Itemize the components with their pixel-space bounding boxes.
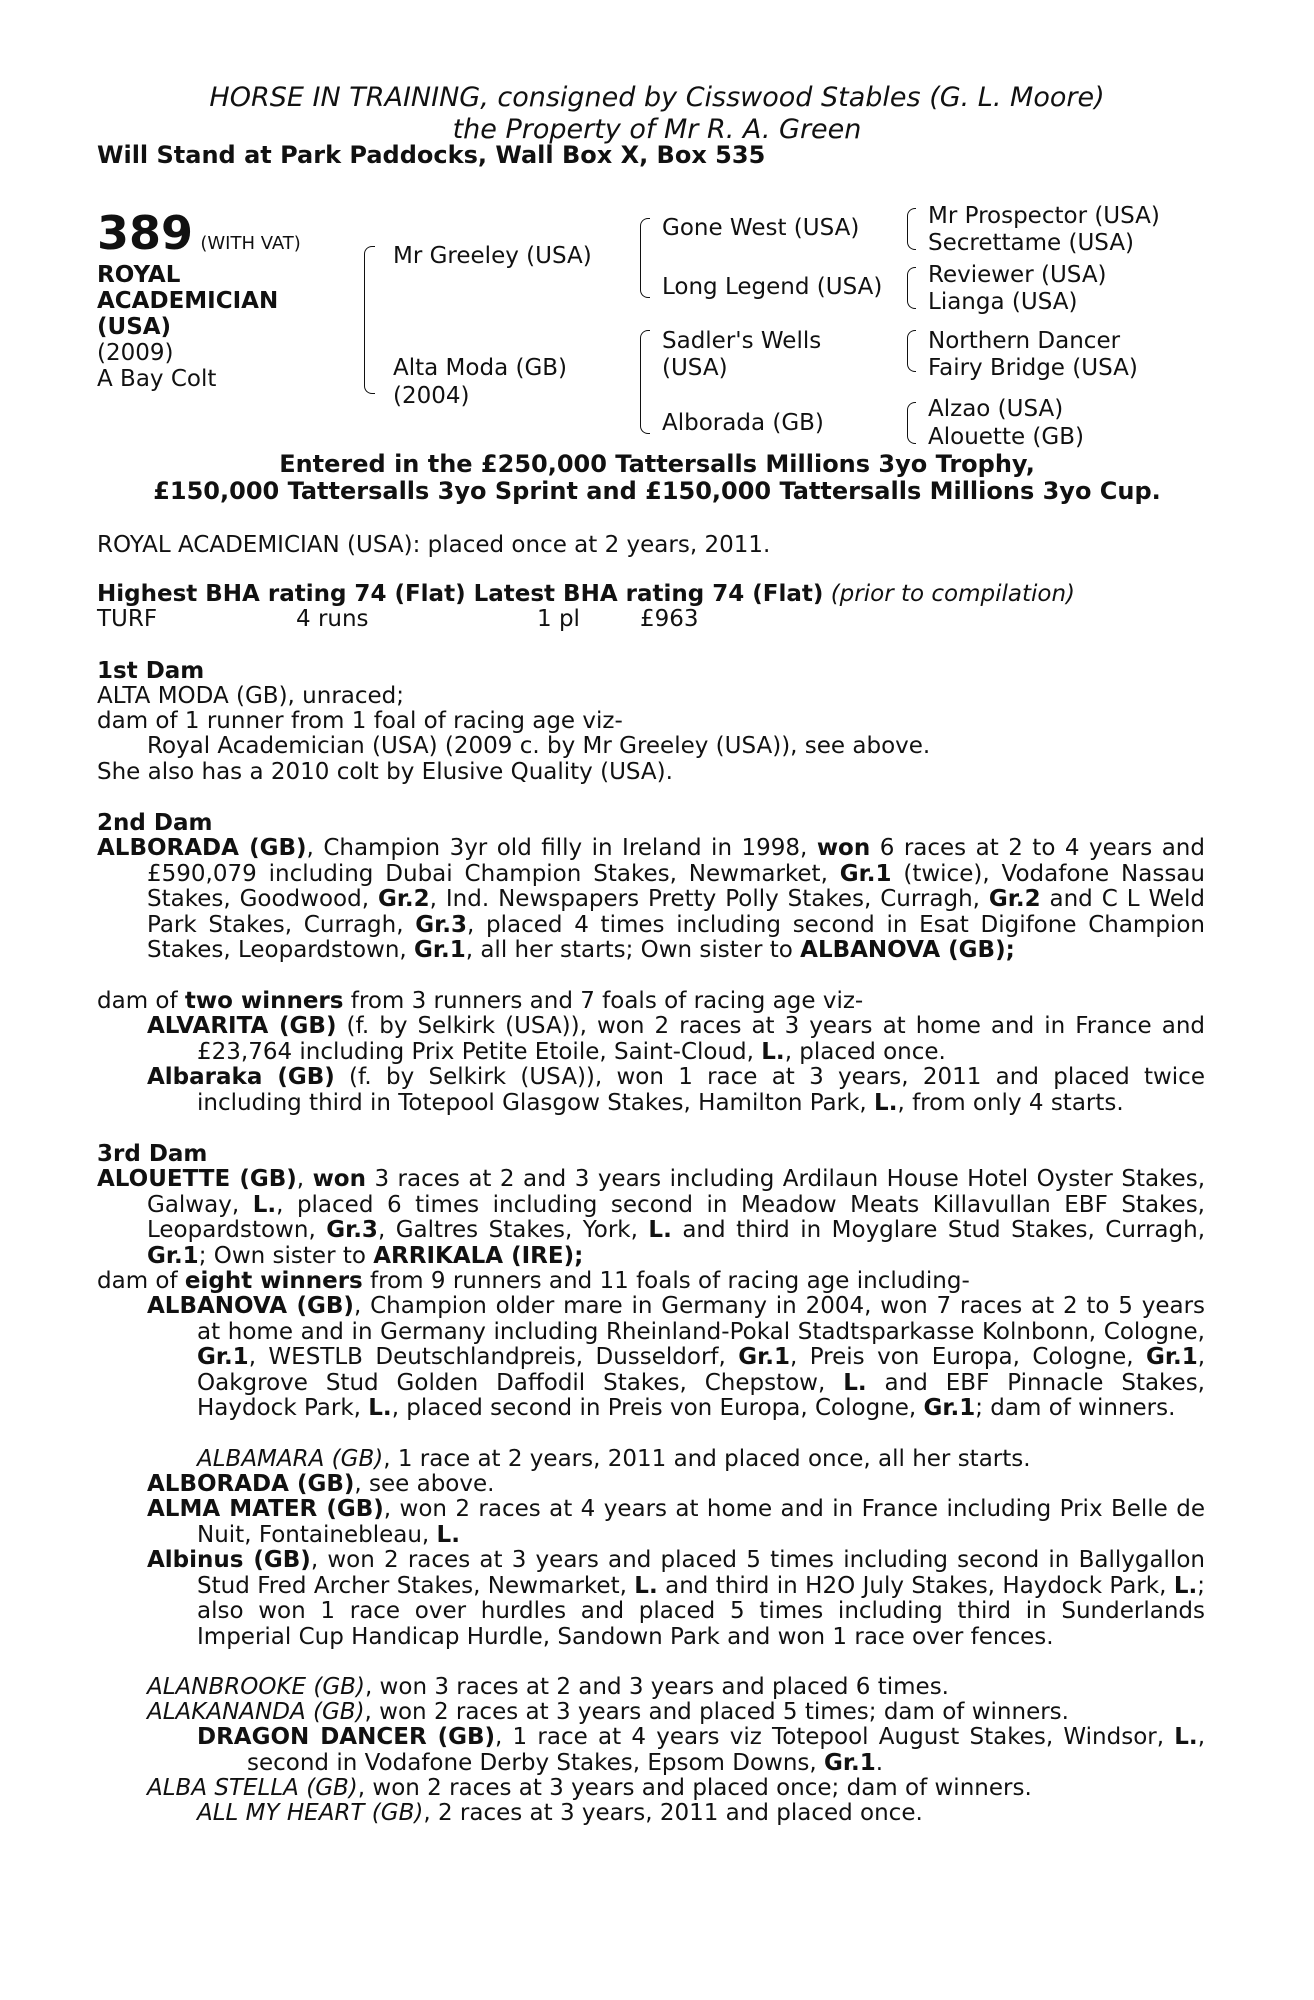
alma-mater-text: , won 2 races at 4 years at home and in France including Prix Belle de Nuit, Fontainebleau, bbox=[197, 1496, 1205, 1548]
arrikala-name: ARRIKALA (IRE) bbox=[373, 1242, 575, 1269]
albanova-text-2: , WESTLB Deutschlandpreis, Dusseldorf, bbox=[248, 1344, 739, 1370]
horse-name bbox=[97, 262, 278, 340]
gen3-brace-1 bbox=[907, 208, 916, 250]
albanova-gr1-d: Gr.1 bbox=[923, 1395, 976, 1421]
dam-of-tail-3: from 9 runners and 11 foals of racing age including- bbox=[362, 1268, 970, 1294]
all-my-heart-entry bbox=[197, 1801, 923, 1827]
pedigree-sss: Mr Prospector (USA) bbox=[928, 203, 1160, 229]
turf-surface: TURF bbox=[97, 606, 158, 632]
albaraka-entry bbox=[147, 1065, 1205, 1116]
horse-name-line1: ROYAL bbox=[97, 262, 181, 288]
alborada-name: ALBORADA (GB) bbox=[97, 835, 307, 861]
eight-winners: eight winners bbox=[184, 1268, 363, 1294]
alba-stella-name: ALBA STELLA (GB) bbox=[147, 1775, 358, 1801]
alvarita-entry bbox=[147, 1014, 1205, 1065]
albaraka-text-2: , from only 4 starts. bbox=[897, 1089, 1124, 1116]
alouette-text-5: ; Own sister to bbox=[198, 1242, 374, 1269]
alakananda-text: , won 2 races at 3 years and placed 5 times; dam of winners. bbox=[364, 1699, 1069, 1725]
turf-prize: £963 bbox=[640, 606, 699, 632]
dragon-dancer-gr1: Gr.1 bbox=[824, 1749, 876, 1776]
alma-mater-entry bbox=[147, 1497, 1205, 1548]
dragon-dancer-text-3: . bbox=[875, 1749, 884, 1776]
alma-mater-listed: L. bbox=[436, 1521, 460, 1548]
sire-dam-brace bbox=[364, 246, 375, 394]
albamara-text: , 1 race at 2 years, 2011 and placed once, all her starts. bbox=[383, 1446, 1031, 1472]
dragon-dancer-name: DRAGON DANCER (GB) bbox=[197, 1724, 496, 1750]
alouette-name: ALOUETTE (GB) bbox=[97, 1166, 297, 1192]
albanova-text-7: ; dam of winners. bbox=[975, 1395, 1176, 1421]
alborada-text-6: , placed 4 times including second in Esat Digifone Champion Stakes, Leopardstown, bbox=[147, 911, 1205, 963]
alborada-text-2: 6 races at 2 to 4 years and £590,079 including Dubai Champion Stakes, Newmarket, bbox=[147, 835, 1205, 887]
alanbrooke-text: , won 3 races at 2 and 3 years and placed 6 times. bbox=[364, 1674, 949, 1700]
pedigree-ssd: Secrettame (USA) bbox=[928, 230, 1135, 256]
alvarita-text-1: (f. by Selkirk (USA)), won 2 races at 3 years at home and in France and £23,764 including Prix Petite Etoile, Saint-Cloud, bbox=[197, 1013, 1205, 1065]
alouette-semi: ; bbox=[574, 1242, 584, 1269]
alvarita-name: ALVARITA (GB) bbox=[147, 1013, 337, 1039]
first-dam-line2: dam of 1 runner from 1 foal of racing age viz- bbox=[97, 708, 623, 734]
alakananda-entry bbox=[147, 1700, 1069, 1726]
alborada-won: won bbox=[816, 835, 871, 861]
alborada-sister: ALBANOVA (GB) bbox=[800, 937, 1006, 963]
pedigree-dam-dam: Alborada (GB) bbox=[662, 410, 824, 436]
albinus-text-2: and third in H2O July Stakes, Haydock Park, bbox=[657, 1572, 1174, 1599]
albinus-name: Albinus (GB) bbox=[147, 1547, 311, 1573]
dragon-dancer-text-2: , second in Vodafone Derby Stakes, Epsom Downs, bbox=[247, 1724, 1205, 1776]
alakananda-name: ALAKANANDA (GB) bbox=[147, 1699, 365, 1725]
alouette-text-4: and third in Moyglare Stud Stakes, Curragh, bbox=[671, 1217, 1205, 1243]
albinus-listed-b: L. bbox=[1173, 1572, 1198, 1599]
first-dam-title: 1st Dam bbox=[97, 658, 205, 684]
all-my-heart-text: , 2 races at 3 years, 2011 and placed once. bbox=[423, 1800, 923, 1826]
gen3-brace-4 bbox=[907, 402, 916, 444]
pedigree-dds: Alzao (USA) bbox=[928, 396, 1064, 422]
horse-name-line2: ACADEMICIAN bbox=[97, 288, 279, 314]
lot-number-row bbox=[97, 208, 301, 258]
alborada-text-5: and C L Weld Park Stakes, Curragh, bbox=[147, 886, 1205, 938]
turf-runs: 4 runs bbox=[296, 606, 369, 632]
alouette-produce-line bbox=[97, 1269, 970, 1295]
entered-line2: £150,000 Tattersalls 3yo Sprint and £150,000 Tattersalls Millions 3yo Cup. bbox=[153, 477, 1161, 505]
header-location: Will Stand at Park Paddocks, Wall Box X, Box 535 bbox=[97, 141, 766, 169]
horse-name-line3: (USA) bbox=[97, 314, 172, 340]
albanova-entry bbox=[147, 1294, 1205, 1422]
albanova-text-3: , Preis von Europa, Cologne, bbox=[789, 1344, 1147, 1370]
alborada-gr1-b: Gr.1 bbox=[414, 937, 466, 963]
albaraka-listed: L. bbox=[874, 1089, 898, 1116]
two-winners: two winners bbox=[184, 988, 344, 1014]
pedigree-sire-sire: Gone West (USA) bbox=[662, 215, 860, 241]
albinus-entry bbox=[147, 1548, 1205, 1650]
pedigree-dam-sire-country: (USA) bbox=[662, 355, 728, 381]
second-dam-title: 2nd Dam bbox=[97, 810, 213, 836]
albinus-text-1: , won 2 races at 3 years and placed 5 times including second in Ballygallon Stud Fred Archer Stakes, Newmarket, bbox=[197, 1547, 1205, 1599]
pedigree-dss: Northern Dancer bbox=[928, 328, 1121, 354]
alborada-gr3: Gr.3 bbox=[415, 911, 467, 938]
rating-note: (prior to compilation) bbox=[830, 581, 1075, 607]
alborada-text-4: , Ind. Newspapers Pretty Polly Stakes, Curragh, bbox=[429, 886, 989, 912]
first-dam-line4: She also has a 2010 colt by Elusive Quality (USA). bbox=[97, 759, 673, 785]
alouette-listed-b: L. bbox=[648, 1217, 672, 1243]
alouette-entry: ALOUETTE (GB), won 3 races at 2 and 3 years including Ardilaun House Hotel Oyster Stakes, Galway, L., placed 6 times including second in Meadow Meats Killavullan EBF Stakes, Leopardstown, Gr.3, Galtres Stakes, York, L. and third in Moyglare Stud Stakes, Curragh, Gr.1; Own sister to ARRIKALA (IRE); bbox=[97, 1166, 1206, 1269]
alborada-gr1-a: Gr.1 bbox=[839, 860, 892, 887]
vat-note: (WITH VAT) bbox=[200, 233, 301, 254]
albanova-text-5: and EBF Pinnacle Stakes, Haydock Park, bbox=[197, 1369, 1205, 1421]
albanova-text-4: , Oakgrove Stud Golden Daffodil Stakes, Chepstow, bbox=[197, 1344, 1206, 1396]
albanova-gr1-b: Gr.1 bbox=[738, 1344, 790, 1370]
first-dam-line1: ALTA MODA (GB), unraced; bbox=[97, 683, 405, 709]
dam-of-text: dam of bbox=[97, 988, 185, 1014]
alba-stella-entry bbox=[147, 1776, 1032, 1802]
alouette-listed-a: L. bbox=[252, 1191, 277, 1218]
dam-of-tail: from 3 runners and 7 foals of racing age viz- bbox=[343, 988, 864, 1014]
albanova-gr1-a: Gr.1 bbox=[197, 1344, 249, 1370]
alouette-gr3: Gr.3 bbox=[326, 1217, 378, 1243]
alanbrooke-entry bbox=[147, 1675, 949, 1701]
albanova-listed-a: L. bbox=[843, 1369, 867, 1396]
alouette-won: won bbox=[312, 1166, 366, 1192]
albanova-text-1: , Champion older mare in Germany in 2004, won 7 races at 2 to 5 years at home and in Germany including Rheinland-Pokal Stadtsparkasse Kolnbonn, Cologne, bbox=[197, 1293, 1206, 1345]
alborada-gr2-a: Gr.2 bbox=[377, 886, 430, 912]
pedigree-dam-sire: Sadler's Wells bbox=[662, 328, 822, 354]
header-consignor: HORSE IN TRAINING, consigned by Cisswood Stables (G. L. Moore) bbox=[209, 82, 1105, 113]
albinus-listed-a: L. bbox=[634, 1572, 658, 1599]
alvarita-listed: L. bbox=[761, 1038, 785, 1065]
pedigree-sire: Mr Greeley (USA) bbox=[393, 243, 592, 269]
albinus-text-3: ; also won 1 race over hurdles and placed 5 times including third in Sunderlands Imperial Cup Handicap Hurdle, Sandown Park and won 1 race over fences. bbox=[197, 1572, 1205, 1650]
pedigree-sire-dam: Long Legend (USA) bbox=[662, 274, 883, 300]
alborada-ref-name: ALBORADA (GB) bbox=[147, 1471, 355, 1497]
gen3-brace-2 bbox=[907, 267, 916, 309]
dam-line-brace bbox=[640, 330, 650, 434]
alborada-text-3: (twice), Vodafone Nassau Stakes, Goodwood, bbox=[147, 860, 1205, 912]
pedigree-ddd: Alouette (GB) bbox=[928, 424, 1084, 450]
albanova-gr1-c: Gr.1 bbox=[1146, 1344, 1198, 1370]
alanbrooke-name: ALANBROOKE (GB) bbox=[147, 1674, 365, 1700]
dragon-dancer-text-1: , 1 race at 4 years viz Totepool August Stakes, Windsor, bbox=[495, 1724, 1175, 1750]
third-dam-title: 3rd Dam bbox=[97, 1141, 208, 1167]
albamara-entry bbox=[197, 1447, 1031, 1473]
alborada-semi: ; bbox=[1005, 937, 1015, 963]
rating-text: Highest BHA rating 74 (Flat) Latest BHA rating 74 (Flat) bbox=[97, 581, 824, 607]
pedigree-sds: Reviewer (USA) bbox=[928, 262, 1107, 288]
foaling-year: (2009) bbox=[97, 340, 174, 366]
dam-of-text-3: dam of bbox=[97, 1268, 185, 1294]
pedigree-dam-year: (2004) bbox=[393, 383, 470, 409]
alouette-text-2: , placed 6 times including second in Meadow Meats Killavullan EBF Stakes, Leopardstown, bbox=[147, 1191, 1205, 1243]
alouette-gr1: Gr.1 bbox=[147, 1242, 199, 1269]
horse-details bbox=[97, 340, 216, 392]
albaraka-text-1: (f. by Selkirk (USA)), won 1 race at 3 years, 2011 and placed twice including third in Totepool Glasgow Stakes, Hamilton Park, bbox=[197, 1064, 1205, 1116]
albanova-listed-b: L. bbox=[368, 1395, 392, 1421]
race-summary: ROYAL ACADEMICIAN (USA): placed once at 2 years, 2011. bbox=[97, 532, 771, 558]
alborada-ref-entry bbox=[147, 1472, 494, 1498]
lot-number: 389 bbox=[97, 206, 194, 260]
alba-stella-text: , won 2 races at 3 years and placed once; dam of winners. bbox=[357, 1775, 1032, 1801]
dragon-dancer-entry bbox=[197, 1725, 1205, 1776]
alborada-entry bbox=[97, 836, 1205, 964]
rating-line bbox=[97, 582, 1075, 608]
horse-description: A Bay Colt bbox=[97, 366, 217, 392]
gen3-brace-3 bbox=[907, 330, 916, 372]
alborada-text-7: , all her starts; Own sister to bbox=[465, 937, 801, 963]
alouette-text-3: , Galtres Stakes, York, bbox=[377, 1217, 649, 1243]
alborada-text-1: , Champion 3yr old filly in Ireland in 1998, bbox=[306, 835, 817, 861]
first-dam-produce: Royal Academician (USA) (2009 c. by Mr Greeley (USA)), see above. bbox=[147, 733, 931, 759]
pedigree-dsd: Fairy Bridge (USA) bbox=[928, 355, 1138, 381]
albanova-text-6: , placed second in Preis von Europa, Cologne, bbox=[391, 1395, 924, 1421]
alvarita-text-2: , placed once. bbox=[784, 1038, 946, 1065]
albanova-name: ALBANOVA (GB) bbox=[147, 1293, 354, 1319]
alborada-gr2-b: Gr.2 bbox=[988, 886, 1041, 912]
alma-mater-name: ALMA MATER (GB) bbox=[147, 1496, 384, 1522]
pedigree-sdd: Lianga (USA) bbox=[928, 289, 1078, 315]
dragon-dancer-listed: L. bbox=[1174, 1724, 1198, 1750]
albaraka-name: Albaraka (GB) bbox=[147, 1064, 335, 1090]
turf-placed: 1 pl bbox=[537, 606, 580, 632]
sire-line-brace bbox=[640, 218, 650, 298]
albamara-name: ALBAMARA (GB) bbox=[197, 1446, 384, 1472]
all-my-heart-name: ALL MY HEART (GB) bbox=[197, 1800, 424, 1826]
alborada-ref-text: , see above. bbox=[354, 1471, 495, 1497]
alouette-text-1: 3 races at 2 and 3 years including Ardilaun House Hotel Oyster Stakes, Galway, bbox=[147, 1166, 1206, 1218]
alborada-produce-line bbox=[97, 989, 863, 1015]
header-property: the Property of Mr R. A. Green bbox=[452, 114, 862, 145]
pedigree-dam: Alta Moda (GB) bbox=[393, 355, 568, 381]
entered-line1: Entered in the £250,000 Tattersalls Millions 3yo Trophy, bbox=[279, 450, 1035, 478]
